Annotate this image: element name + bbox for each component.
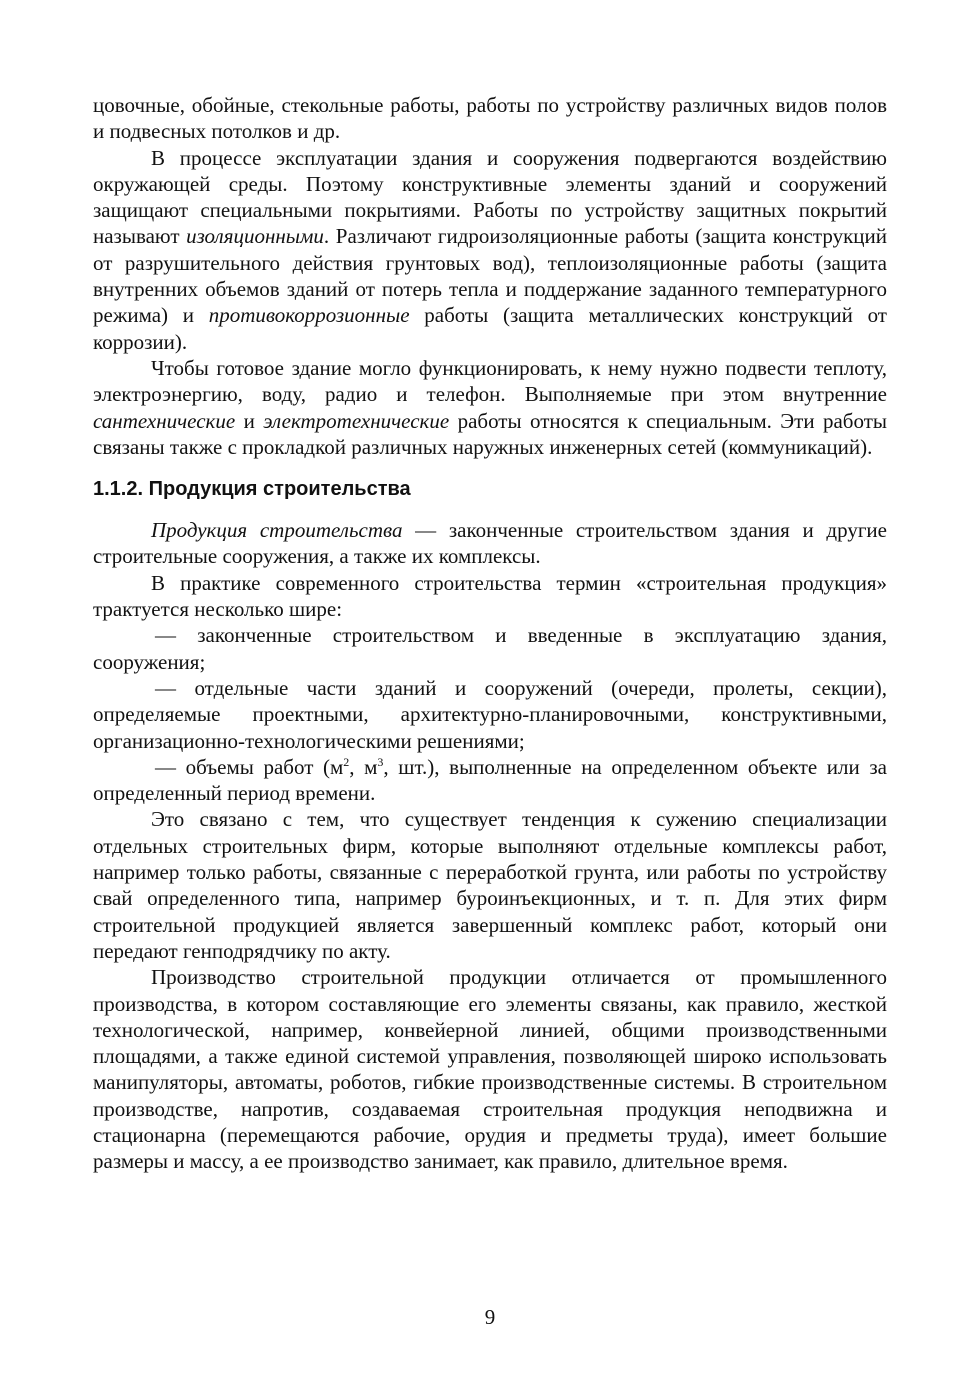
text-run: , м [349,754,378,779]
paragraph-continuation: цовочные, обойные, стекольные работы, работы по устройству различных видов полов и подвесных потолков и др. [93,93,887,144]
list-item: — отдельные части зданий и сооружений (очереди, пролеты, секции), определяемые проектными, архитектурно-планировочными, конструктивными, организационно-технологическими решениями; [93,675,887,753]
list-item: — законченные строительством и введенные в эксплуатацию здания, сооружения; [93,623,887,674]
text-run: Чтобы готовое здание могло функционировать, к нему нужно подвести теплоту, электроэнергию, воду, радио и телефон. Выполняемые при этом внутренние [93,355,887,407]
text-run: — законченные строительством здания и другие строительные сооружения, а также их комплексы. [93,518,887,569]
paragraph-practice: В практике современного строительства термин «строительная продукция» трактуется несколько шире: [93,570,887,622]
text-run: , шт.), выполненные на определенном объекте или за определенный период времени. [93,754,887,806]
paragraph-production: Производство строительной продукции отличается от промышленного производства, в котором составляющие его элементы связаны, как правило, жесткой технологической, например, конвейерной линией, общими производственными площадями, а также единой системой управления, позволяющей широко использовать манипуляторы, автоматы, роботов, гибкие производственные системы. В строительном производстве, напротив, создаваемая строительная продукция неподвижна и стационарна (перемещаются рабочие, орудия и предметы труда), имеет большие размеры и массу, а ее производство занимает, как правило, длительное время. [93,965,887,1174]
list-item [93,754,887,807]
paragraph-insulation-works [93,145,887,355]
text-run: — объемы работ (м [155,754,344,779]
emphasis-term: противокоррозионные [208,303,410,328]
superscript: 3 [377,754,384,769]
section-heading: 1.1.2. Продукция строительства [93,478,411,501]
emphasis-term: изоляционными [186,224,324,249]
page-number: 9 [484,1305,496,1329]
emphasis-term: электротехнические [263,408,450,433]
text-run: В процессе эксплуатации здания и сооружения подвергаются воздействию окружающей среды. Поэтому конструктивные элементы зданий и сооружений защищают специальными покрытиями. Работы по устройству защитных покрытий называют [93,145,887,249]
emphasis-term: Продукция строительства [151,518,403,543]
body-text [93,92,887,1175]
paragraph-special-works [93,355,887,460]
paragraph-definition [93,517,887,570]
text-run: работы относятся к специальным. Эти работы связаны также с прокладкой различных наружных инженерных сетей (коммуникаций). [93,408,887,459]
text-run: работы (защита металлических конструкций от коррозии). [93,303,887,354]
paragraph-specialization: Это связано с тем, что существует тенденция к сужению специализации отдельных строительных фирм, которые выполняют отдельные комплексы работ, например только работы, связанные с переработкой грунта, или работы по устройству свай определенного типа, например буроинъекционных, и т. п. Для этих фирм строительной продукцией является завершенный комплекс работ, который они передают генподрядчику по акту. [93,807,887,963]
superscript: 2 [343,754,350,769]
text-run: и [235,408,264,433]
text-run: . Различают гидроизоляционные работы (защита конструкций от разрушительного действия грунтовых вод), теплоизоляционные работы (защита внутренних объемов зданий от потерь тепла и поддержание заданного температурного режима) и [93,224,888,328]
emphasis-term: сантехнические [93,408,236,433]
